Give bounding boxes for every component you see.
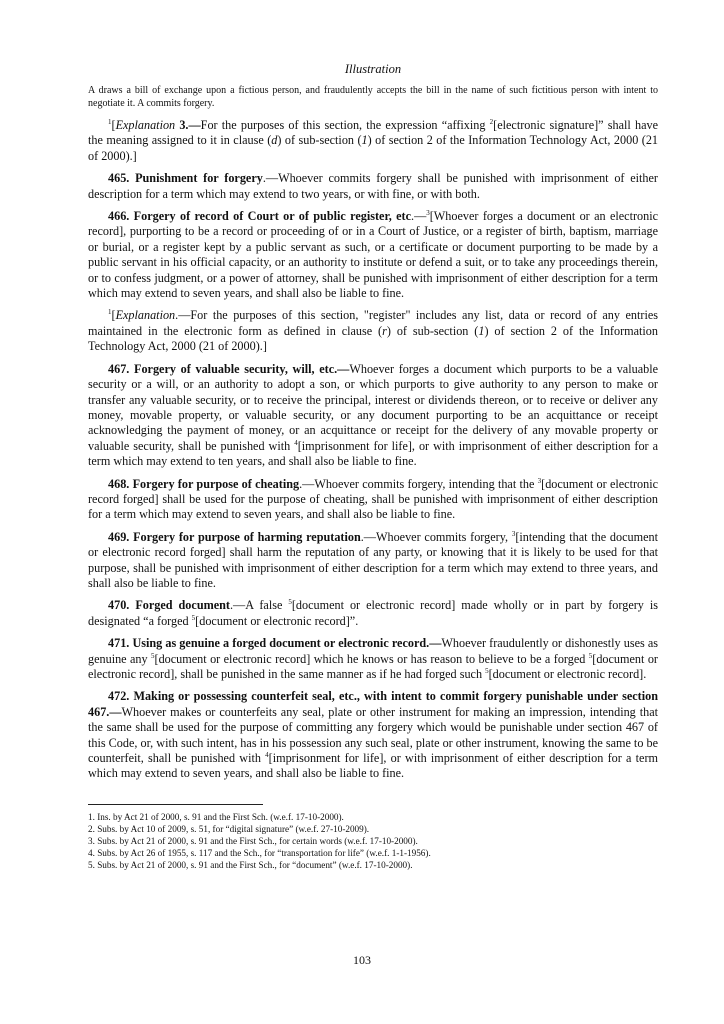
section-469: 469. Forgery for purpose of harming reputation.—Whoever commits forgery, $^3$[intending that the document or electronic record forged] shall harm the reputation of any party, or knowing that it is likely to be used for that purpose, shall be punished with imprisonment of either description for a term which may extend to three years, and shall also be liable to fine. (88, 529, 658, 590)
section-465: 465. Punishment for forgery.—Whoever commits forgery shall be punished with imprisonment of either description for a term which may extend to two years, or with fine, or with both. (88, 171, 658, 201)
footnote-2: 2. Subs. by Act 10 of 2009, s. 51, for “digital signature” (w.e.f. 27-10-2009). (88, 823, 370, 834)
footnote-ref: 3 (426, 208, 430, 217)
section-heading: 471. Using as genuine a forged document or electronic record (108, 636, 427, 651)
page-number: 103 (353, 953, 371, 967)
section-heading: 470. Forged document (108, 598, 230, 613)
footnote-ref: 5 (191, 613, 196, 622)
explanation-3: $^1$[Explanation 3.—For the purposes of this section, the expression “affixing $^2$[electronic signature]” shall have the meaning assigned to it in clause (d) of sub-section (1) of section 2 of the Information Technology Act, 2000 (21 of 2000).] (88, 117, 659, 163)
illustration-title: Illustration (344, 62, 402, 76)
footnote-ref: 5 (151, 651, 155, 660)
footnote-ref: 5 (288, 598, 292, 607)
section-467: 467. Forgery of valuable security, will, etc.—Whoever forges a document which purports to be a valuable security or a will, or an authority to adopt a son, or which purports to give authority to any person to make or transfer any valuable security, or to receive the principal, interest or dividends thereon, or to receive or deliver any money, movable property, or valuable security, or any document purporting to be an acquittance or receipt acknowledging the payment of money, or an acquittance or receipt for the delivery of any movable property or valuable security, shall be punished with $^4$[imprisonment for life], or with imprisonment of either description for a term which may extend to ten years, and shall also be liable to fine. (88, 361, 659, 469)
section-heading: 469. Forgery for purpose of harming reputation (108, 529, 361, 544)
footnote-ref: 4 (294, 438, 298, 447)
section-472: 472. Making or possessing counterfeit seal, etc., with intent to commit forgery punishable under section 467.—Whoever makes or counterfeits any seal, plate or other instrument for making an impression, intending that the same shall be used for the purpose of committing any forgery which would be punishable under section 467 of this Code, or, with such intent, has in his possession any such seal, plate or other instrument, knowing the same to be counterfeit, shall be punished with $^4$[imprisonment for life], or with imprisonment of either description for a term which may extend to seven years, and shall also be liable to fine. (88, 689, 658, 781)
footnote-divider (88, 804, 263, 805)
footnote-ref: 5 (485, 666, 489, 675)
footnote-3: 3. Subs. by Act 21 of 2000, s. 91 and the First Sch., for certain words (w.e.f. 17-10-2000). (88, 835, 418, 846)
footnote-ref: 5 (588, 651, 593, 660)
footnote-ref: 3 (511, 529, 516, 538)
section-470: 470. Forged document.—A false $^5$[document or electronic record] made wholly or in part by forgery is designated “a forged $^5$[document or electronic record]”. (88, 598, 659, 628)
footnote-ref: 1 (108, 117, 112, 126)
section-466: 466. Forgery of record of Court or of public register, etc.—$^3$[Whoever forges a document or an electronic record], purporting to be a record or proceeding of or in a Court of Justice, or a register of birth, baptism, marriage or burial, or a register kept by a public servant as such, or a certificate or document purporting to be made by a public servant in his official capacity, or an authority to institute or defend a suit, or to take any proceedings therein, or to confess judgment, or a power of attorney, shall be punished with imprisonment of either description for a term which may extend to seven years, and shall also be liable to fine. (88, 208, 658, 301)
section-heading: 468. Forgery for purpose of cheating (108, 476, 300, 491)
footnote-ref: 2 (489, 117, 494, 126)
section-468: 468. Forgery for purpose of cheating.—Whoever commits forgery, intending that the $^3$[document or electronic record forged] shall be used for the purpose of cheating, shall be punished with imprisonment of either description for a term which may extend to seven years, and shall also be liable to fine. (88, 476, 658, 522)
section-heading: 466. Forgery of record of Court or of public register, etc (108, 209, 412, 224)
footnote-ref: 4 (265, 750, 269, 759)
footnote-ref: 3 (537, 476, 542, 485)
explanation-label: Explanation (115, 308, 176, 323)
footnote-5: 5. Subs. by Act 21 of 2000, s. 91 and the First Sch., for “document” (w.e.f. 17-10-2000). (88, 859, 413, 870)
document-page (88, 58, 658, 871)
section-heading: 467. Forgery of valuable security, will, etc (108, 361, 335, 376)
illustration-text: A draws a bill of exchange upon a fictious person, and fraudulently accepts the bill in the name of such fictitious person with intent to negotiate it. A commits forgery. (88, 85, 658, 109)
explanation-label: Explanation (115, 118, 176, 132)
footnote-ref: 1 (108, 308, 112, 317)
section-heading: 465. Punishment for forgery (108, 171, 263, 186)
section-471: 471. Using as genuine a forged document or electronic record.—Whoever fraudulently or dishonestly uses as genuine any $^5$[document or electronic record] which he knows or has reason to believe to be a forged $^5$[document or electronic record], shall be punished in the same manner as if he had forged such $^5$[document or electronic record]. (88, 636, 658, 681)
footnote-4: 4. Subs. by Act 26 of 1955, s. 117 and the Sch., for “transportation for life” (w.e.f. 1-1-1956). (88, 847, 431, 858)
footnote-1: 1. Ins. by Act 21 of 2000, s. 91 and the First Sch. (w.e.f. 17-10-2000). (88, 811, 344, 822)
section-heading: 472. Making or possessing counterfeit seal, etc., with intent to commit forgery punishable under section 467 (88, 689, 658, 719)
explanation-466: $^1$[Explanation.—For the purposes of this section, "register" includes any list, data or record of any entries maintained in the electronic form as defined in clause (r) of sub-section (1) of section 2 of the Information Technology Act, 2000 (21 of 2000).] (88, 308, 658, 354)
